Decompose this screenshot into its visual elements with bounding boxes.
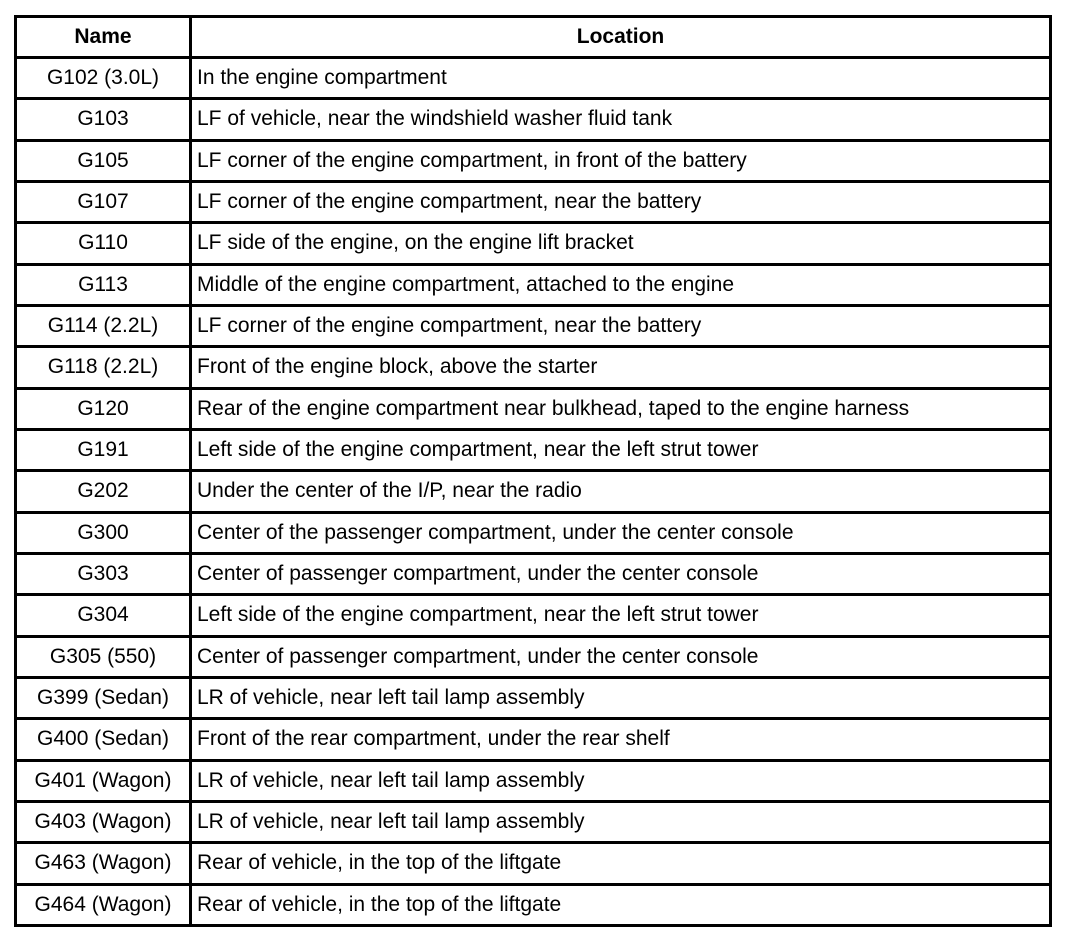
table-row (17, 762, 1049, 803)
ground-location-cell: Center of passenger compartment, under the center console (192, 555, 1049, 596)
ground-name-cell: G103 (17, 100, 192, 141)
ground-name-cell: G105 (17, 142, 192, 183)
ground-location-cell: Rear of vehicle, in the top of the liftgate (192, 886, 1049, 924)
ground-location-cell: Front of the engine block, above the starter (192, 348, 1049, 389)
ground-location-cell: Left side of the engine compartment, near the left strut tower (192, 431, 1049, 472)
table-row (17, 307, 1049, 348)
ground-name-cell: G304 (17, 596, 192, 637)
column-header-name: Name (17, 18, 192, 59)
table-header (17, 18, 1049, 59)
ground-name-cell: G202 (17, 472, 192, 513)
ground-location-cell: Center of passenger compartment, under the center console (192, 638, 1049, 679)
table-row (17, 431, 1049, 472)
table-body (17, 59, 1049, 924)
ground-location-cell: LR of vehicle, near left tail lamp assembly (192, 762, 1049, 803)
table-row (17, 183, 1049, 224)
ground-location-cell: LF corner of the engine compartment, near the battery (192, 307, 1049, 348)
ground-location-cell: Center of the passenger compartment, under the center console (192, 514, 1049, 555)
ground-location-cell: LF side of the engine, on the engine lift bracket (192, 224, 1049, 265)
ground-location-cell: LR of vehicle, near left tail lamp assembly (192, 803, 1049, 844)
table-row (17, 142, 1049, 183)
ground-location-cell: LF corner of the engine compartment, near the battery (192, 183, 1049, 224)
ground-name-cell: G191 (17, 431, 192, 472)
ground-location-cell: In the engine compartment (192, 59, 1049, 100)
ground-name-cell: G118 (2.2L) (17, 348, 192, 389)
ground-name-cell: G400 (Sedan) (17, 720, 192, 761)
table-row (17, 596, 1049, 637)
table-row (17, 266, 1049, 307)
ground-location-cell: Under the center of the I/P, near the radio (192, 472, 1049, 513)
ground-location-cell: Middle of the engine compartment, attached to the engine (192, 266, 1049, 307)
ground-name-cell: G114 (2.2L) (17, 307, 192, 348)
ground-locations-table (17, 18, 1049, 924)
ground-name-cell: G107 (17, 183, 192, 224)
table-row (17, 803, 1049, 844)
table-row (17, 514, 1049, 555)
table-row (17, 472, 1049, 513)
ground-name-cell: G303 (17, 555, 192, 596)
table-row (17, 555, 1049, 596)
table-row (17, 638, 1049, 679)
ground-name-cell: G110 (17, 224, 192, 265)
ground-name-cell: G120 (17, 390, 192, 431)
ground-location-cell: Front of the rear compartment, under the rear shelf (192, 720, 1049, 761)
column-header-location: Location (192, 18, 1049, 59)
ground-location-cell: LF corner of the engine compartment, in front of the battery (192, 142, 1049, 183)
ground-name-cell: G463 (Wagon) (17, 844, 192, 885)
ground-location-cell: LF of vehicle, near the windshield washer fluid tank (192, 100, 1049, 141)
table-row (17, 720, 1049, 761)
table-row (17, 59, 1049, 100)
ground-location-cell: Rear of the engine compartment near bulkhead, taped to the engine harness (192, 390, 1049, 431)
ground-name-cell: G300 (17, 514, 192, 555)
header-row (17, 18, 1049, 59)
table-row (17, 100, 1049, 141)
ground-name-cell: G464 (Wagon) (17, 886, 192, 924)
table-row (17, 886, 1049, 924)
ground-name-cell: G403 (Wagon) (17, 803, 192, 844)
ground-location-cell: LR of vehicle, near left tail lamp assembly (192, 679, 1049, 720)
ground-location-cell: Rear of vehicle, in the top of the liftgate (192, 844, 1049, 885)
table-row (17, 844, 1049, 885)
ground-name-cell: G102 (3.0L) (17, 59, 192, 100)
table-row (17, 224, 1049, 265)
ground-name-cell: G401 (Wagon) (17, 762, 192, 803)
ground-name-cell: G399 (Sedan) (17, 679, 192, 720)
table-row (17, 679, 1049, 720)
ground-name-cell: G305 (550) (17, 638, 192, 679)
ground-name-cell: G113 (17, 266, 192, 307)
ground-location-cell: Left side of the engine compartment, near the left strut tower (192, 596, 1049, 637)
table-row (17, 390, 1049, 431)
table-row (17, 348, 1049, 389)
ground-locations-table-frame (14, 15, 1052, 927)
